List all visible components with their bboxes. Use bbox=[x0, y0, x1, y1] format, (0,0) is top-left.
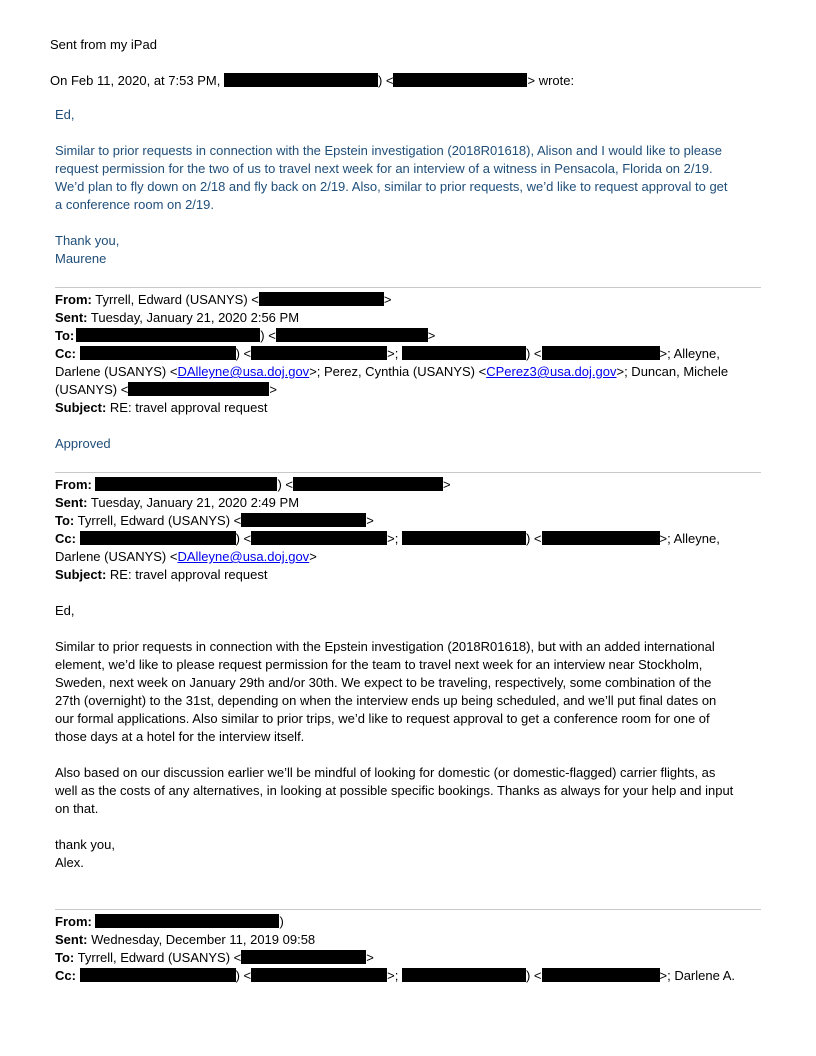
redaction-bar bbox=[80, 346, 236, 360]
header2-cc-line2 bbox=[55, 548, 317, 566]
to-value: Tyrrell, Edward (USANYS) < bbox=[77, 950, 242, 965]
divider bbox=[55, 909, 761, 910]
redaction-bar bbox=[80, 531, 236, 545]
redaction-bar bbox=[95, 477, 277, 491]
cc-text: >; Duncan, Michele bbox=[616, 364, 729, 379]
redaction-bar bbox=[542, 346, 660, 360]
redaction-bar bbox=[241, 950, 366, 964]
to-label: To: bbox=[55, 950, 75, 965]
email1-signature: Maurene bbox=[55, 251, 107, 266]
cc-text: Darlene (USANYS) < bbox=[55, 549, 178, 564]
email2-closing: thank you, bbox=[55, 837, 115, 852]
header1-cc: Cc: ) < >; ) < >; Alleyne, bbox=[55, 346, 720, 361]
email2-greeting: Ed, bbox=[55, 603, 75, 618]
redaction-bar bbox=[241, 513, 366, 527]
email2-para1-line: 27th (overnight) to the 31st, depending on when the interview ends up being scheduled, and we’ll put final dates on bbox=[55, 693, 717, 708]
header1-sent bbox=[55, 309, 299, 327]
email-link-dalleyne[interactable]: DAlleyne@usa.doj.gov bbox=[177, 549, 310, 564]
cc-text: Darlene (USANYS) < bbox=[55, 364, 178, 379]
redaction-bar bbox=[251, 531, 387, 545]
from-label: From: bbox=[55, 914, 92, 929]
header3-sent bbox=[55, 931, 315, 949]
email2-para1-line: Sweden, next week on January 29th and/or 30th. We expect to be traveling, respectively, some combination of the bbox=[55, 675, 712, 690]
sent-value: Tuesday, January 21, 2020 2:49 PM bbox=[90, 495, 300, 510]
email2-para1-line: element, we’d like to please request permission for the team to travel next week for an interview near Stockholm, bbox=[55, 657, 703, 672]
to-label: To: bbox=[55, 328, 75, 343]
email1-body-line: We’d plan to fly down on 2/18 and fly back on 2/19. Also, similar to prior requests, we’d like to request approval to get bbox=[55, 179, 728, 194]
email-link-cperez3[interactable]: CPerez3@usa.doj.gov bbox=[486, 364, 617, 379]
header1-subject bbox=[55, 399, 267, 417]
cc-alleyne: ; Alleyne, bbox=[667, 346, 720, 361]
email1-closing: Thank you, bbox=[55, 233, 120, 248]
sent-label: Sent: bbox=[55, 932, 88, 947]
redaction-bar bbox=[393, 73, 527, 87]
subject-value: RE: travel approval request bbox=[109, 567, 268, 582]
subject-label: Subject: bbox=[55, 400, 107, 415]
redaction-bar bbox=[542, 531, 660, 545]
redaction-bar bbox=[128, 382, 269, 396]
cc-tail: ; Darlene A. bbox=[667, 968, 736, 983]
from-name: Tyrrell, Edward (USANYS) < bbox=[95, 292, 259, 307]
sent-value: Tuesday, January 21, 2020 2:56 PM bbox=[90, 310, 300, 325]
header3-from: From: ) bbox=[55, 914, 284, 929]
email2-para1-line: Similar to prior requests in connection with the Epstein investigation (2018R01618), but with an added international bbox=[55, 639, 715, 654]
email2-para1-line: our formal applications. Also similar to prior trips, we’d like to request approval to get a conference room for one of bbox=[55, 711, 710, 726]
sent-label: Sent: bbox=[55, 310, 88, 325]
header2-sent bbox=[55, 494, 299, 512]
sent-from-line: Sent from my iPad bbox=[50, 37, 157, 52]
divider bbox=[55, 287, 761, 288]
redaction-bar bbox=[276, 328, 428, 342]
header3-cc: Cc: ) < >; ) < >; Darlene A. bbox=[55, 968, 736, 983]
header2-subject bbox=[55, 566, 267, 584]
redaction-bar bbox=[402, 968, 526, 982]
cc-text: >; Perez, Cynthia (USANYS) < bbox=[309, 364, 487, 379]
cc-text: (USANYS) < bbox=[55, 382, 129, 397]
cc-label: Cc: bbox=[55, 531, 76, 546]
to-value: Tyrrell, Edward (USANYS) < bbox=[77, 513, 242, 528]
cc-label: Cc: bbox=[55, 968, 76, 983]
cc-alleyne: ; Alleyne, bbox=[667, 531, 720, 546]
subject-label: Subject: bbox=[55, 567, 107, 582]
email1-greeting: Ed, bbox=[55, 107, 75, 122]
email-link-dalleyne[interactable]: DAlleyne@usa.doj.gov bbox=[177, 364, 310, 379]
header1-from: From: Tyrrell, Edward (USANYS) < > bbox=[55, 292, 392, 307]
quote-header: On Feb 11, 2020, at 7:53 PM, ) < > wrote: bbox=[50, 73, 575, 88]
header1-to: To: ) < > bbox=[55, 328, 436, 343]
email1-body-line: Similar to prior requests in connection with the Epstein investigation (2018R01618), Alison and I would like to please bbox=[55, 143, 722, 158]
email1-body-line: a conference room on 2/19. bbox=[55, 197, 214, 212]
email1-body-line: request permission for the two of us to travel next week for an interview of a witness in Pensacola, Florida on 2/19. bbox=[55, 161, 713, 176]
redaction-bar bbox=[402, 531, 526, 545]
header2-from: From: ) < > bbox=[55, 477, 451, 492]
from-label: From: bbox=[55, 292, 92, 307]
redaction-bar bbox=[80, 968, 236, 982]
email2-para2-line: on that. bbox=[55, 801, 99, 816]
approved-text: Approved bbox=[55, 436, 111, 451]
redaction-bar bbox=[542, 968, 660, 982]
divider bbox=[55, 472, 761, 473]
cc-text: > bbox=[309, 549, 317, 564]
redaction-bar bbox=[224, 73, 378, 87]
redaction-bar bbox=[76, 328, 260, 342]
subject-value: RE: travel approval request bbox=[109, 400, 268, 415]
email2-signature: Alex. bbox=[55, 855, 84, 870]
email2-para2-line: well as the costs of any alternatives, in looking at possible specific bookings. Thanks as always for your help and input bbox=[55, 783, 734, 798]
to-label: To: bbox=[55, 513, 75, 528]
email2-para2-line: Also based on our discussion earlier we’ll be mindful of looking for domestic (or domestic-flagged) carrier flights, as bbox=[55, 765, 716, 780]
redaction-bar bbox=[95, 914, 279, 928]
header2-cc: Cc: ) < >; ) < >; Alleyne, bbox=[55, 531, 720, 546]
header1-cc-line2 bbox=[55, 363, 728, 381]
header1-cc-line3: (USANYS) < > bbox=[55, 382, 277, 397]
sent-label: Sent: bbox=[55, 495, 88, 510]
redaction-bar bbox=[251, 346, 387, 360]
redaction-bar bbox=[293, 477, 443, 491]
quote-wrote: > wrote: bbox=[527, 73, 575, 88]
quote-prefix: On Feb 11, 2020, at 7:53 PM, bbox=[50, 73, 221, 88]
email2-para1-line: those days at a hotel for the interview itself. bbox=[55, 729, 305, 744]
header2-to: To: Tyrrell, Edward (USANYS) < > bbox=[55, 513, 374, 528]
redaction-bar bbox=[259, 292, 384, 306]
cc-label: Cc: bbox=[55, 346, 76, 361]
redaction-bar bbox=[402, 346, 526, 360]
header3-to: To: Tyrrell, Edward (USANYS) < > bbox=[55, 950, 374, 965]
sent-value: Wednesday, December 11, 2019 09:58 bbox=[91, 932, 316, 947]
redaction-bar bbox=[251, 968, 387, 982]
from-label: From: bbox=[55, 477, 92, 492]
